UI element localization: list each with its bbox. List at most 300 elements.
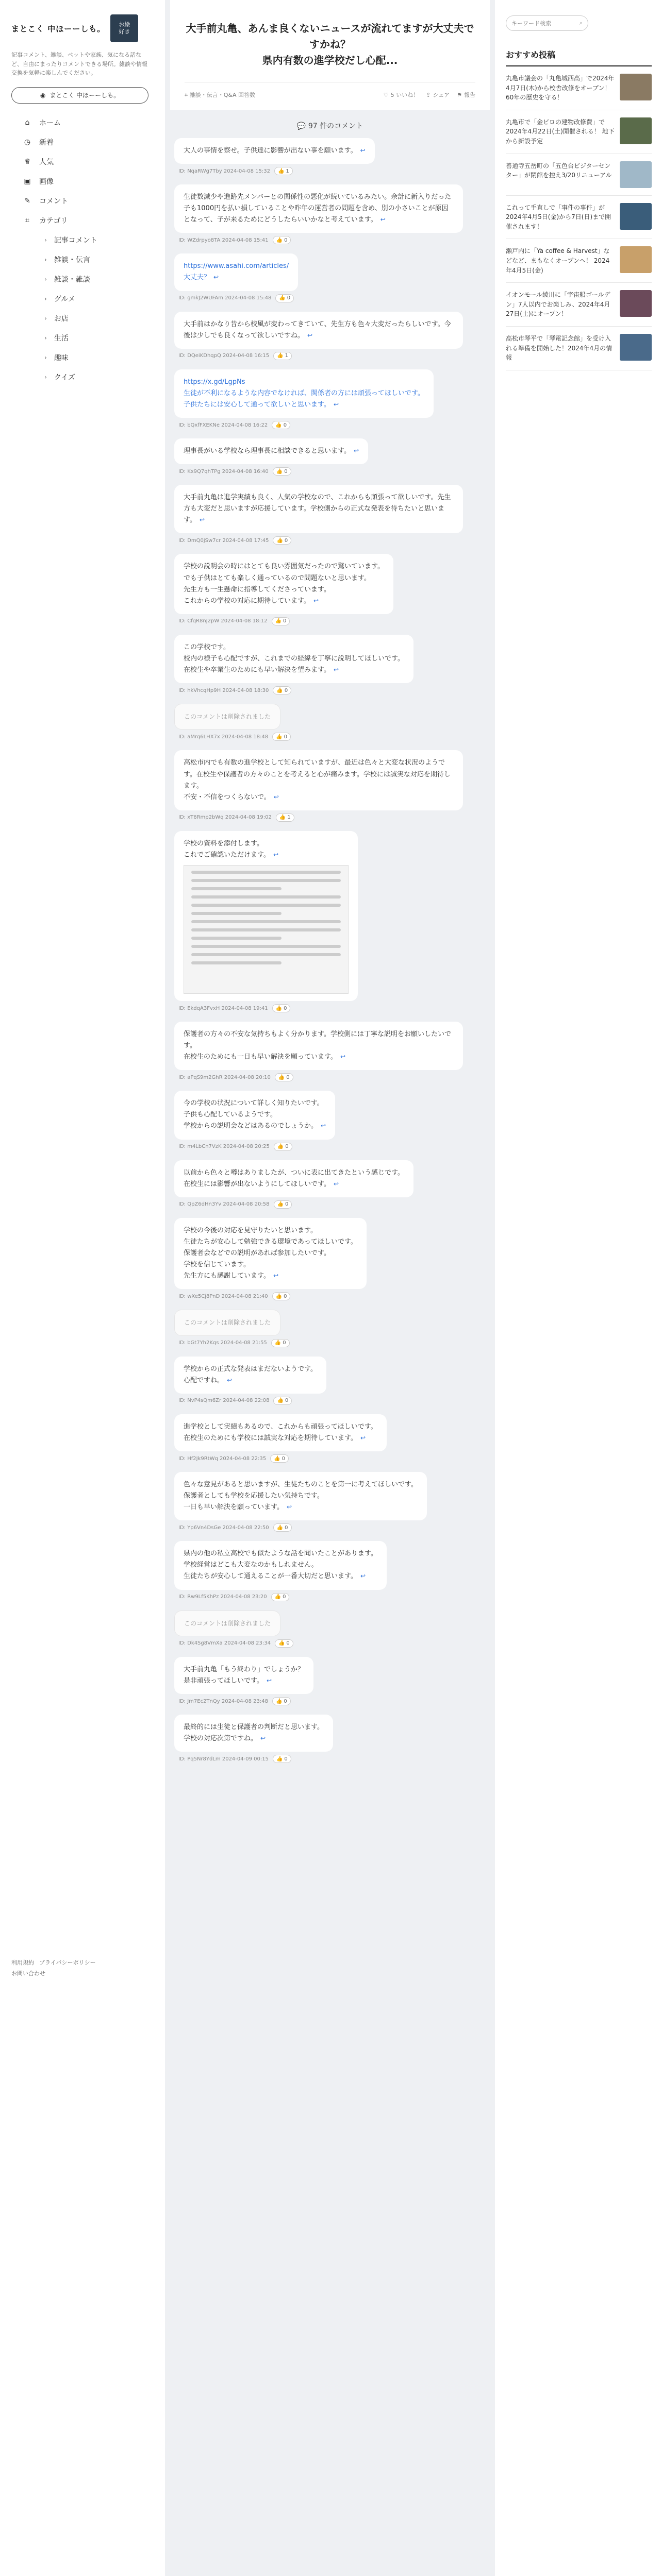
comment-meta-text: ID: DmQ0jSw7cr 2024-04-08 17:45 bbox=[178, 537, 269, 544]
thumbs-up-icon: 👍 bbox=[278, 1074, 285, 1080]
recommended-item[interactable] bbox=[506, 196, 652, 240]
comment-meta-text: ID: DQeiKDhqpQ 2024-04-08 16:15 bbox=[178, 353, 270, 359]
comment-meta-text: ID: NvP4sQm6Zr 2024-04-08 22:08 bbox=[178, 1398, 270, 1404]
comment-meta bbox=[174, 617, 486, 625]
comment-bubble bbox=[174, 138, 375, 164]
good-count: 0 bbox=[284, 468, 288, 474]
comment-bubble bbox=[174, 1357, 326, 1394]
right-sidebar bbox=[503, 0, 655, 2576]
comment-bubble bbox=[174, 369, 434, 418]
recommended-thumbnail[interactable] bbox=[620, 246, 652, 273]
comment-meta-text: ID: aPqS9m2GhR 2024-04-08 20:10 bbox=[178, 1074, 271, 1080]
comment-text: 以前から色々と噂はありましたが、ついに表に出てきたという感じです。 在校生には影響が出ないようにしてほしいです。 bbox=[184, 1168, 404, 1188]
comment-meta-text: ID: Kx9Q7qhTPg 2024-04-08 16:40 bbox=[178, 468, 269, 474]
good-button[interactable] bbox=[272, 421, 290, 429]
category-item[interactable] bbox=[11, 309, 148, 328]
good-count: 0 bbox=[283, 1594, 286, 1600]
recommended-text: 善通寺五岳町の「五色台ビジターセンター」が閉館を控え3/20リニューアル bbox=[506, 162, 612, 179]
comment-meta bbox=[174, 1004, 486, 1012]
recommended-text: これって手直しで「事件の事件」が2024年4月5日(金)から7日(日)まで開催されます！ bbox=[506, 204, 611, 230]
action-label: 5 いいね！ bbox=[390, 92, 419, 98]
comment-text: 最終的には生徒と保護者の判断だと思います。 学校の対応次第ですね。 bbox=[184, 1723, 324, 1743]
comment-meta bbox=[174, 467, 486, 476]
nav-item-label: ホーム bbox=[39, 118, 61, 127]
good-count: 0 bbox=[285, 1201, 289, 1208]
comment bbox=[174, 831, 486, 1012]
thumbs-up-icon: 👍 bbox=[277, 1398, 284, 1404]
nav-item-label: コメント bbox=[39, 197, 68, 206]
comment-text: 大手前丸亀「もう終わり」でしょうか？ 是非頑張ってほしいです。 bbox=[184, 1665, 305, 1685]
comment-meta-text: ID: bGt7Yh2Kqs 2024-04-08 21:55 bbox=[178, 1340, 267, 1346]
nav-item-4[interactable] bbox=[11, 191, 148, 211]
comment-meta bbox=[174, 1593, 486, 1601]
comment-link-text[interactable]: https://www.asahi.com/articles/ 大丈夫？ bbox=[184, 262, 289, 282]
comment-meta bbox=[174, 352, 486, 360]
comment-meta bbox=[174, 1200, 486, 1209]
tag-icon: ⌗ bbox=[25, 216, 29, 225]
image-text-line bbox=[191, 904, 341, 907]
comment bbox=[174, 369, 486, 429]
comment-meta-text: ID: NqaRWg7Tby 2024-04-08 15:32 bbox=[178, 168, 270, 174]
thumbs-up-icon: 👍 bbox=[274, 1455, 280, 1462]
reply-icon[interactable]: ↩ bbox=[380, 216, 386, 224]
comment-text: 県内の他の私立高校でも似たような話を聞いたことがあります。 学校経営はどこも大変なのかもしれません。 生徒たちが安心して通えることが一番大切だと思います。 bbox=[184, 1550, 377, 1581]
good-count: 0 bbox=[284, 1293, 287, 1299]
comment-bubble bbox=[174, 1611, 280, 1636]
good-count: 0 bbox=[284, 734, 287, 740]
brand-button-label: まとこく 中ほーーしも。 bbox=[49, 92, 120, 99]
comment-meta bbox=[174, 1639, 486, 1648]
footer-link[interactable]: 利用規約 bbox=[11, 1959, 34, 1966]
recommended-thumbnail[interactable] bbox=[620, 203, 652, 230]
comment-meta bbox=[174, 1755, 486, 1763]
comment-meta-text: ID: m4LbCn7VzK 2024-04-08 20:25 bbox=[178, 1144, 270, 1150]
action-label: シェア bbox=[433, 92, 450, 98]
comment-meta bbox=[174, 1697, 486, 1705]
comment-bubble bbox=[174, 1218, 367, 1289]
comment-text: この学校です。 校内の様子も心配ですが、これまでの経緯を丁寧に説明してほしいです。 在校生や卒業生のためにも早い解決を望みます。 bbox=[184, 643, 404, 674]
good-count: 0 bbox=[284, 537, 288, 544]
comment-text: 保護者の方々の不安な気持ちもよく分かります。学校側には丁寧な説明をお願いしたいです。 在校生のためにも一日も早い解決を願っています。 bbox=[184, 1030, 451, 1061]
comment bbox=[174, 184, 486, 244]
comment-bubble bbox=[174, 1657, 313, 1694]
comment bbox=[174, 1657, 486, 1705]
reply-icon[interactable]: ↩ bbox=[333, 1180, 339, 1188]
category-item[interactable] bbox=[11, 230, 148, 250]
recommended-item[interactable] bbox=[506, 110, 652, 154]
reply-icon[interactable]: ↩ bbox=[340, 1053, 346, 1061]
comment-bubble bbox=[174, 1472, 427, 1520]
good-count: 0 bbox=[285, 1524, 288, 1531]
nav-item-label: 人気 bbox=[39, 158, 54, 166]
share-icon: ⇪ bbox=[426, 91, 431, 98]
comment bbox=[174, 1310, 486, 1347]
comment-meta-text: ID: WZdrpyo8TA 2024-04-08 15:41 bbox=[178, 237, 269, 243]
comment bbox=[174, 704, 486, 741]
image-text-line bbox=[191, 920, 341, 923]
category-item[interactable] bbox=[11, 289, 148, 309]
recommended-thumbnail[interactable] bbox=[620, 161, 652, 188]
category-link[interactable] bbox=[185, 91, 255, 99]
reply-icon[interactable]: ↩ bbox=[353, 447, 359, 455]
reply-icon[interactable]: ↩ bbox=[313, 597, 319, 604]
comment-meta-text: ID: hkVhcqHp9H 2024-04-08 18:30 bbox=[178, 687, 269, 693]
action-label: 報告 bbox=[464, 92, 475, 98]
article-meta bbox=[185, 82, 475, 99]
comment-meta bbox=[174, 236, 486, 244]
comment-meta-text: ID: CfqR8nJ2pW 2024-04-08 18:12 bbox=[178, 618, 268, 624]
reply-icon[interactable]: ↩ bbox=[213, 274, 219, 281]
recommended-thumbnail[interactable] bbox=[620, 290, 652, 317]
comment-bubble bbox=[174, 184, 463, 233]
category-item[interactable] bbox=[11, 269, 148, 289]
comment-bubble bbox=[174, 1541, 387, 1589]
good-count: 0 bbox=[283, 1340, 286, 1346]
thumbs-up-icon: 👍 bbox=[276, 734, 283, 740]
comment-meta bbox=[174, 1143, 486, 1151]
thumbs-up-icon: 👍 bbox=[276, 1756, 283, 1762]
comment-meta-text: ID: EkdqA3FvxH 2024-04-08 19:41 bbox=[178, 1005, 268, 1011]
nav-item-0[interactable] bbox=[11, 113, 148, 132]
comment-text: 大人の事情を察せ。子供達に影響が出ない事を願います。 bbox=[184, 147, 357, 155]
good-button[interactable] bbox=[275, 1073, 293, 1081]
comment-link-text[interactable]: https://x.gd/LgpNs 生徒が不利になるような内容でなければ、関係者の方には頑張ってほしいです。 子供たちには安心して通って欲しいと思います。 bbox=[184, 378, 424, 409]
image-text-line bbox=[191, 912, 282, 915]
comment-meta-text: ID: xT6Rmp2bWq 2024-04-08 19:02 bbox=[178, 815, 272, 821]
thumbs-up-icon: 👍 bbox=[277, 1144, 284, 1150]
site-logo[interactable]: まとこく 中ほーーしも。 bbox=[11, 24, 106, 33]
bubble-icon: ◉ bbox=[40, 91, 46, 99]
recommended-item[interactable] bbox=[506, 327, 652, 370]
comment-bubble bbox=[174, 750, 463, 810]
comment-bubble bbox=[174, 1310, 280, 1335]
comment-meta-text: ID: aMrq6LHX7x 2024-04-08 18:48 bbox=[178, 734, 269, 740]
chevron-right-icon: › bbox=[44, 236, 47, 244]
recommended-text: 丸亀市議会の「丸亀城西高」で2024年4月7日(木)から校舎改修をオープン！ 60年の歴史を守る！ bbox=[506, 75, 615, 101]
good-button[interactable] bbox=[273, 1397, 292, 1405]
main-nav bbox=[11, 113, 148, 387]
good-button[interactable] bbox=[272, 1697, 291, 1705]
reply-icon[interactable]: ↩ bbox=[286, 1503, 292, 1511]
recommended-text: 丸亀市で「金ビロの建物改修費」で2024年4月22日(土)開催される！ 地下から新設予定 bbox=[506, 118, 615, 145]
image-text-line bbox=[191, 928, 341, 931]
recommended-thumbnail[interactable] bbox=[620, 334, 652, 361]
good-count: 0 bbox=[285, 1398, 289, 1404]
site-description: 記事コメント、雑談、ペットや家族、気になる話など、自由にまったりコメントできる場所。雑談や情報交換を気軽に楽しんでください。 bbox=[11, 52, 147, 77]
tag-icon: ⌗ bbox=[185, 92, 190, 98]
thumbs-up-icon: 👍 bbox=[276, 237, 283, 243]
comment-bubble bbox=[174, 253, 298, 291]
good-button[interactable] bbox=[275, 1639, 293, 1648]
chevron-right-icon: › bbox=[44, 295, 47, 302]
good-button[interactable] bbox=[272, 733, 291, 741]
comment-meta-text: ID: QpZ6dHn3Yv 2024-04-08 20:58 bbox=[178, 1201, 270, 1208]
comment bbox=[174, 1218, 486, 1300]
good-count: 0 bbox=[283, 618, 287, 624]
reply-icon[interactable]: ↩ bbox=[333, 400, 339, 408]
comment-bubble bbox=[174, 704, 280, 730]
recommended-item[interactable] bbox=[506, 283, 652, 327]
recommended-item[interactable] bbox=[506, 154, 652, 196]
good-button[interactable] bbox=[271, 1339, 290, 1347]
recommended-item[interactable] bbox=[506, 66, 652, 110]
good-count: 0 bbox=[286, 1074, 290, 1080]
good-button[interactable] bbox=[273, 236, 291, 244]
recommended-thumbnail[interactable] bbox=[620, 74, 652, 100]
thumbs-up-icon: 👍 bbox=[276, 1524, 284, 1531]
image-text-line bbox=[191, 945, 341, 948]
reply-icon[interactable]: ↩ bbox=[307, 331, 313, 339]
thumbs-up-icon: 👍 bbox=[275, 1005, 283, 1011]
category-item[interactable] bbox=[11, 250, 148, 269]
image-text-line bbox=[191, 953, 341, 956]
good-button[interactable] bbox=[272, 1004, 291, 1012]
nav-item-5[interactable] bbox=[11, 211, 148, 230]
comment-text: 色々な意見があると思いますが、生徒たちのことを第一に考えてほしいです。 保護者としても学校を応援したい気持ちです。 一日も早い解決を願っています。 bbox=[184, 1481, 418, 1512]
reply-icon[interactable]: ↩ bbox=[227, 1376, 233, 1384]
good-button[interactable] bbox=[273, 467, 291, 476]
thumbs-up-icon: 👍 bbox=[276, 537, 283, 544]
comment-meta bbox=[174, 814, 486, 822]
comment bbox=[174, 1160, 486, 1209]
action-0[interactable] bbox=[384, 91, 419, 99]
good-count: 0 bbox=[285, 1144, 289, 1150]
footer-link[interactable]: お問い合わせ bbox=[11, 1970, 45, 1977]
home-icon: ⌂ bbox=[25, 118, 30, 127]
good-button[interactable] bbox=[273, 1523, 292, 1532]
comment-meta bbox=[174, 1454, 486, 1463]
image-text-line bbox=[191, 961, 282, 964]
thumbs-up-icon: 👍 bbox=[276, 468, 283, 474]
comment-meta bbox=[174, 1292, 486, 1300]
category-label: 生活 bbox=[54, 334, 69, 343]
reply-icon[interactable]: ↩ bbox=[333, 666, 339, 673]
comment-text: このコメントは削除されました bbox=[184, 1619, 271, 1627]
good-button[interactable] bbox=[274, 1143, 292, 1151]
comment-meta bbox=[174, 1339, 486, 1347]
good-button[interactable] bbox=[274, 167, 293, 175]
comment-list bbox=[165, 138, 495, 1763]
good-button[interactable] bbox=[273, 536, 291, 545]
good-button[interactable] bbox=[275, 294, 294, 302]
comment-meta bbox=[174, 733, 486, 741]
article-header bbox=[170, 0, 490, 110]
reply-icon[interactable]: ↩ bbox=[273, 1272, 279, 1280]
good-button[interactable] bbox=[273, 1755, 291, 1763]
action-1[interactable] bbox=[426, 91, 450, 99]
crown-icon: ♛ bbox=[24, 157, 31, 166]
article-title: 大手前丸亀、あんま良くないニュースが流れてますが大丈夫ですかね？ 県内有数の進学校だし心配... bbox=[186, 22, 474, 66]
comment-bubble bbox=[174, 1715, 333, 1752]
good-button[interactable] bbox=[274, 1200, 292, 1209]
thumbs-up-icon: 👍 bbox=[276, 687, 283, 693]
good-count: 0 bbox=[284, 1756, 288, 1762]
comment-bubble bbox=[174, 1022, 463, 1070]
search-input[interactable] bbox=[511, 20, 568, 27]
comment-bubble bbox=[174, 438, 368, 464]
comment-meta bbox=[174, 536, 486, 545]
comment-bubble bbox=[174, 1091, 335, 1139]
good-count: 0 bbox=[283, 422, 287, 428]
thumbs-up-icon: 👍 bbox=[279, 815, 286, 821]
main-column bbox=[165, 0, 495, 2576]
thumbs-up-icon: 👍 bbox=[274, 1340, 282, 1346]
category-label: 雑談・伝言・Q&A 回答数 bbox=[189, 92, 255, 98]
nav-item-3[interactable] bbox=[11, 172, 148, 191]
comment-text: 大手前はかなり昔から校風が変わってきていて、先生方も色々大変だったらしいです。今後は少しでも良くなって欲しいですね。 bbox=[184, 320, 451, 340]
good-count: 1 bbox=[286, 168, 289, 174]
comment-meta-text: ID: Pq5Nr8YdLm 2024-04-09 00:15 bbox=[178, 1756, 269, 1762]
article-actions bbox=[384, 91, 475, 99]
comment-text: 学校からの正式な発表はまだないようです。 心配ですね。 bbox=[184, 1365, 317, 1384]
thumbs-up-icon: 👍 bbox=[277, 1201, 284, 1208]
recommended-item[interactable] bbox=[506, 239, 652, 283]
comment-meta-text: ID: Hf2Jk9RtWq 2024-04-08 22:35 bbox=[178, 1455, 267, 1462]
comment-text: このコメントは削除されました bbox=[184, 1319, 271, 1327]
thumbs-up-icon: 👍 bbox=[277, 168, 285, 174]
comment-text: 高松市内でも有数の進学校として知られていますが、最近は色々と大変な状況のようです。在校生や保護者の方々のことを考えると心が痛みます。学校には誠実な対応を期待します。 不安・不信をつくらないで。 bbox=[184, 759, 451, 801]
good-count: 0 bbox=[286, 1640, 290, 1647]
good-button[interactable] bbox=[270, 1454, 289, 1463]
comment bbox=[174, 312, 486, 360]
comment bbox=[174, 138, 486, 175]
thumbs-up-icon: 👍 bbox=[278, 1640, 285, 1647]
thumbs-up-icon: 👍 bbox=[275, 1293, 283, 1299]
comment-meta-text: ID: wXe5Cj8PnD 2024-04-08 21:40 bbox=[178, 1293, 268, 1299]
recommended-text: 瀬戸内に「Ya coffee & Harvest」などなど、まもなくオープンへ！ 2024年4月5日(金) bbox=[506, 247, 610, 274]
nav-item-label: 新着 bbox=[39, 138, 54, 147]
comment-meta-text: ID: Rw9Lf5KhPz 2024-04-08 23:20 bbox=[178, 1594, 267, 1600]
reply-icon[interactable]: ↩ bbox=[273, 793, 279, 801]
comment-bubble bbox=[174, 554, 393, 614]
attached-image[interactable] bbox=[184, 865, 349, 994]
nav-item-2[interactable] bbox=[11, 152, 148, 172]
recommended-title: おすすめ投稿 bbox=[506, 48, 652, 66]
clock-icon: ◷ bbox=[24, 138, 31, 146]
logo-row bbox=[11, 14, 148, 42]
comment bbox=[174, 750, 486, 821]
comment-text: 大手前丸亀は進学実績も良く、人気の学校なので、これからも頑張って欲しいです。先生方も大変だと思いますが応援しています。学校側からの正式な発表を待ちたいと思います。 bbox=[184, 494, 451, 524]
comment-meta-text: ID: Yp6Vn4DsGe 2024-04-08 22:50 bbox=[178, 1524, 269, 1531]
thumbs-up-icon: 👍 bbox=[277, 353, 284, 359]
good-count: 0 bbox=[287, 295, 291, 301]
comment bbox=[174, 1022, 486, 1081]
comment-meta-text: ID: Jm7Ec2TnQy 2024-04-08 23:48 bbox=[178, 1698, 268, 1704]
recommended-text: 高松市琴平で「琴電記念館」を受け入れる準備を開始した！2024年4月の情報 bbox=[506, 334, 613, 362]
chevron-right-icon: › bbox=[44, 256, 47, 263]
comment-text: 理事長がいる学校なら理事長に相談できると思います。 bbox=[184, 447, 351, 455]
action-2[interactable] bbox=[457, 91, 475, 99]
comment-text: 学校の今後の対応を見守りたいと思います。 生徒たちが安心して勉強できる環境であってほしいです。 保護者会などでの説明があれば参加したいです。 学校を信じています。 先生方にも感謝しています。 bbox=[184, 1226, 357, 1280]
recommended-thumbnail[interactable] bbox=[620, 117, 652, 144]
good-count: 0 bbox=[284, 1005, 287, 1011]
good-button[interactable] bbox=[272, 1292, 291, 1300]
comment-meta bbox=[174, 1523, 486, 1532]
comment-icon: 💬 bbox=[296, 122, 308, 130]
comment-text: 生徒数減少や進路先メンバーとの関係性の悪化が続いているみたい。余計に新入りだった子も1000円を払い損していることや昨年の運営者の問題を含め、別の小さいことが原因となって、子が来るためにどうしたらいいかなと考えています。 bbox=[184, 193, 452, 224]
reply-icon[interactable]: ↩ bbox=[266, 1677, 272, 1685]
category-label: 趣味 bbox=[54, 353, 69, 362]
comment-meta bbox=[174, 421, 486, 429]
reply-icon[interactable]: ↩ bbox=[260, 1735, 266, 1742]
chevron-right-icon: › bbox=[44, 334, 47, 342]
good-button[interactable] bbox=[271, 1593, 290, 1601]
reply-icon[interactable]: ↩ bbox=[273, 851, 279, 858]
comment-text: 今の学校の状況について詳しく知りたいです。 子供も心配しているようです。 学校からの説明会などはあるのでしょうか。 bbox=[184, 1099, 324, 1130]
reply-icon[interactable]: ↩ bbox=[360, 1434, 366, 1442]
comment bbox=[174, 1611, 486, 1648]
thumbs-up-icon: 👍 bbox=[275, 422, 282, 428]
search-icon[interactable]: ⌕ bbox=[579, 20, 583, 26]
heart-icon: ♡ bbox=[383, 91, 389, 98]
category-item[interactable] bbox=[11, 348, 148, 367]
chevron-right-icon: › bbox=[44, 373, 47, 381]
category-label: グルメ bbox=[54, 295, 75, 303]
comment bbox=[174, 485, 486, 545]
comment-count-label: 97 件のコメント bbox=[308, 122, 363, 130]
good-count: 1 bbox=[287, 815, 291, 821]
comment-bubble bbox=[174, 312, 463, 349]
comment-meta bbox=[174, 1397, 486, 1405]
good-count: 0 bbox=[284, 237, 288, 243]
reply-icon[interactable]: ↩ bbox=[199, 516, 205, 524]
image-text-line bbox=[191, 879, 341, 882]
image-text-line bbox=[191, 871, 341, 874]
reply-icon[interactable]: ↩ bbox=[360, 147, 366, 154]
good-button[interactable] bbox=[272, 617, 290, 625]
chevron-right-icon: › bbox=[44, 314, 47, 322]
good-count: 1 bbox=[285, 353, 288, 359]
footer-link[interactable]: プライバシーポリシー bbox=[39, 1959, 96, 1966]
good-button[interactable] bbox=[273, 352, 292, 360]
good-count: 0 bbox=[284, 1698, 287, 1704]
reply-icon[interactable]: ↩ bbox=[321, 1122, 326, 1130]
comment bbox=[174, 1357, 486, 1405]
comment bbox=[174, 253, 486, 302]
good-count: 0 bbox=[284, 687, 288, 693]
comment-text: 進学校として実績もあるので、これからも頑張ってほしいです。 在校生のためにも学校には誠実な対応を期待しています。 bbox=[184, 1422, 377, 1442]
comment-bubble bbox=[174, 485, 463, 533]
comment-meta-text: ID: Dk4Sg8VmXa 2024-04-08 23:34 bbox=[178, 1640, 271, 1647]
recommended-text: イオンモール綾川に「宇宙船ゴールデン」7人以内でお楽しみ、2024年4月27日(土)にオープン！ bbox=[506, 291, 610, 318]
comment bbox=[174, 438, 486, 476]
recommended-list bbox=[506, 66, 652, 370]
left-footer bbox=[11, 1958, 101, 1979]
left-sidebar bbox=[0, 0, 160, 2576]
comment bbox=[174, 1091, 486, 1150]
image-text-line bbox=[191, 937, 282, 940]
comment-meta bbox=[174, 1073, 486, 1081]
category-label: クイズ bbox=[54, 373, 75, 382]
category-item[interactable] bbox=[11, 328, 148, 348]
good-button[interactable] bbox=[273, 686, 291, 694]
brand-button[interactable] bbox=[11, 87, 148, 104]
logo-badge: お絵 好き bbox=[110, 14, 138, 42]
search-box[interactable] bbox=[506, 15, 588, 31]
comment-meta bbox=[174, 167, 486, 175]
category-item[interactable] bbox=[11, 367, 148, 387]
comment-text: このコメントは削除されました bbox=[184, 713, 271, 721]
comment-bubble bbox=[174, 831, 358, 1001]
chevron-right-icon: › bbox=[44, 275, 47, 283]
nav-item-1[interactable] bbox=[11, 132, 148, 152]
comment-text: 学校の説明会の時にはとても良い雰囲気だったので驚いています。 でも子供はとても楽しく通っているので問題ないと思います。 先生方も一生懸命に指導してくださっています。 これからの学校の対応に期待しています。 bbox=[184, 563, 384, 605]
reply-icon[interactable]: ↩ bbox=[360, 1572, 366, 1580]
good-button[interactable] bbox=[276, 814, 294, 822]
image-icon: ▣ bbox=[24, 177, 31, 185]
comment bbox=[174, 1541, 486, 1601]
flag-icon: ⚑ bbox=[457, 91, 462, 98]
